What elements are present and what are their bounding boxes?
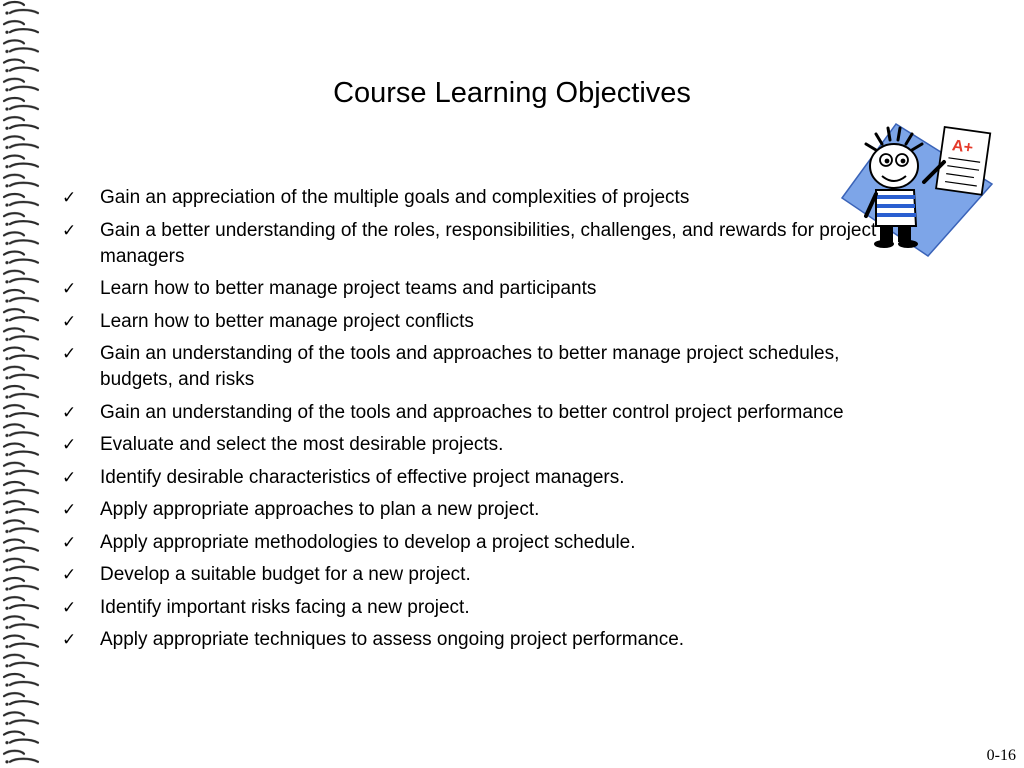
list-item-text: Apply appropriate methodologies to develop a project schedule. (100, 531, 636, 553)
spiral-binding (0, 0, 46, 768)
checkmark-icon: ✓ (62, 467, 77, 488)
checkmark-icon: ✓ (62, 279, 77, 299)
list-item (60, 185, 880, 211)
checkmark-icon: ✓ (62, 402, 77, 423)
list-item-text: Identify desirable characteristics of effective project managers. (100, 466, 625, 488)
list-item (60, 276, 880, 302)
checkmark-icon: ✓ (62, 597, 77, 618)
list-item (60, 497, 880, 523)
slide-title: Course Learning Objectives (333, 77, 691, 109)
objectives-list (60, 185, 880, 660)
checkmark-icon: ✓ (62, 344, 77, 364)
list-item (60, 341, 880, 393)
checkmark-icon: ✓ (62, 630, 77, 650)
list-item-text: Apply appropriate approaches to plan a new project. (100, 499, 540, 520)
list-item (60, 562, 880, 588)
checkmark-icon: ✓ (62, 532, 77, 553)
list-item (60, 218, 880, 270)
page-number: 0-16 (986, 747, 1016, 764)
grade-text: A+ (950, 137, 975, 158)
checkmark-icon: ✓ (62, 500, 77, 520)
list-item-text: Learn how to better manage project conflicts (100, 310, 474, 332)
list-item-text: Evaluate and select the most desirable projects. (100, 434, 504, 455)
list-item (60, 595, 880, 621)
checkmark-icon: ✓ (62, 311, 77, 332)
checkmark-icon: ✓ (62, 435, 77, 455)
list-item-text: Gain an appreciation of the multiple goals and complexities of projects (100, 187, 690, 208)
list-item-text: Develop a suitable budget for a new project. (100, 564, 471, 585)
list-item-text: Learn how to better manage project teams and participants (100, 278, 597, 299)
list-item (60, 400, 880, 426)
list-item (60, 465, 880, 491)
list-item-text: Gain an understanding of the tools and approaches to better manage project schedules, budgets, and risks (100, 343, 840, 390)
list-item (60, 530, 880, 556)
list-item-text: Identify important risks facing a new project. (100, 596, 470, 618)
checkmark-icon: ✓ (62, 565, 77, 585)
list-item-text: Gain an understanding of the tools and approaches to better control project performance (100, 401, 844, 423)
list-item (60, 309, 880, 335)
list-item-text: Gain a better understanding of the roles, responsibilities, challenges, and rewards for project managers (100, 219, 877, 267)
list-item (60, 432, 880, 458)
checkmark-icon: ✓ (62, 188, 77, 208)
list-item (60, 627, 880, 653)
checkmark-icon: ✓ (62, 220, 77, 241)
list-item-text: Apply appropriate techniques to assess ongoing project performance. (100, 629, 685, 650)
